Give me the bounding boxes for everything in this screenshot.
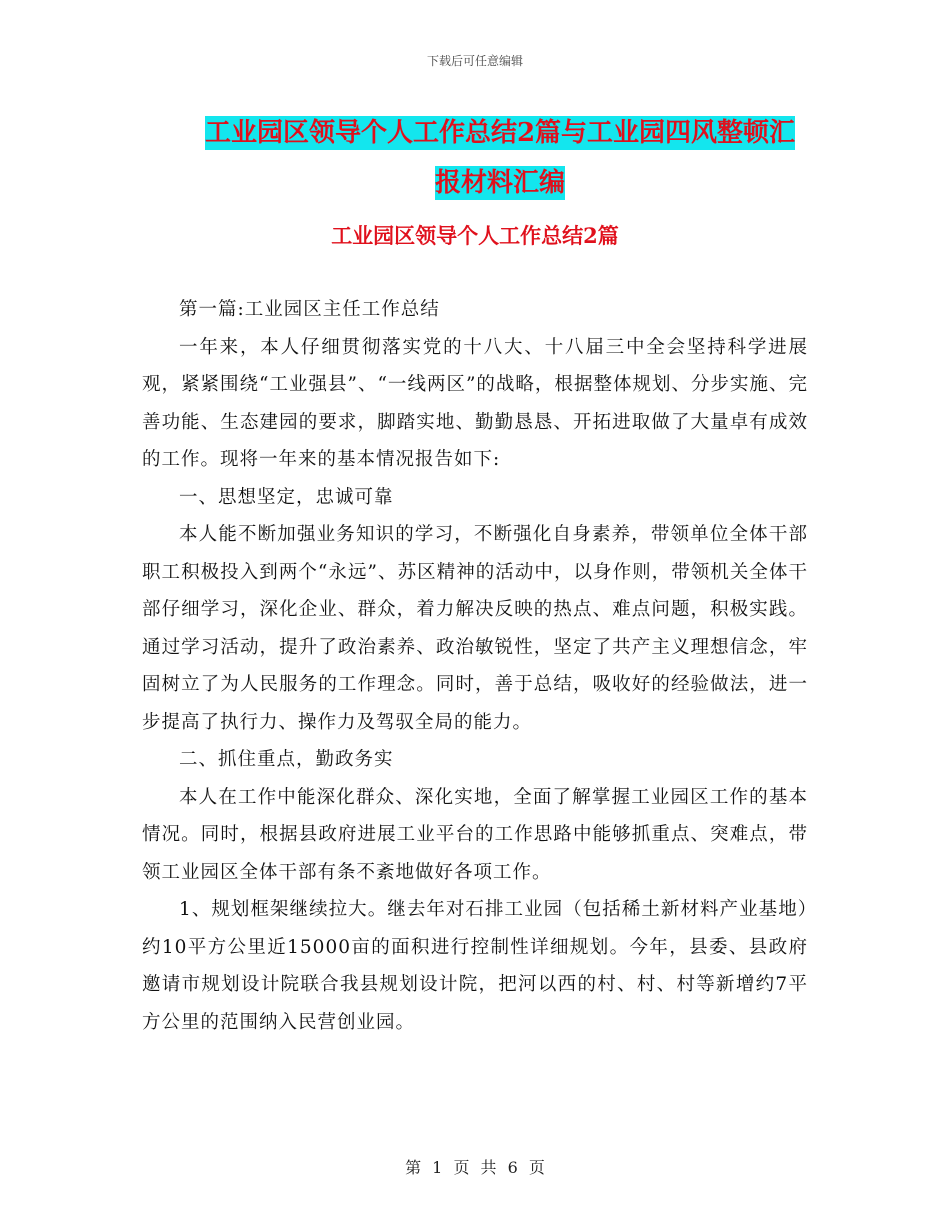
- title-line-2: 报材料汇编: [434, 168, 565, 198]
- header-note: 下载后可任意编辑: [426, 54, 523, 68]
- section-title: 工业园区领导个人工作总结2篇: [331, 223, 619, 248]
- paragraph: 一年来，本人仔细贯彻落实党的十八大、十八届三中全会坚持科学进展观，紧紧围绕“工业强县”、“一线两区”的战略，根据整体规划、分步实施、完善功能、生态建园的要求，脚踏实地、勤勤恳恳、开拓进取做了大量卓有成效的工作。现将一年来的基本情况报告如下:: [142, 336, 808, 470]
- paragraph: 本人能不断加强业务知识的学习，不断强化自身素养，带领单位全体干部职工积极投入到两个“永远”、苏区精神的活动中，以身作则，带领机关全体干部仔细学习，深化企业、群众，着力解决反映的热点、难点问题，积极实践。通过学习活动，提升了政治素养、政治敏锐性，坚定了共产主义理想信念，牢固树立了为人民服务的工作理念。同时，善于总结，吸收好的经验做法，进一步提高了执行力、操作力及驾驭全局的能力。: [142, 524, 808, 733]
- paragraph-heading: 二、抓住重点，勤政务实: [179, 749, 394, 770]
- paragraph-heading: 第一篇:工业园区主任工作总结: [179, 299, 440, 320]
- paragraph: 1、规划框架继续拉大。继去年对石排工业园（包括稀土新材料产业基地）约10平方公里近15000亩的面积进行控制性详细规划。今年，县委、县政府邀请市规划设计院联合我县规划设计院，把河以西的村、村、村等新增约7平方公里的范围纳入民营创业园。: [142, 899, 808, 1033]
- body-text: [142, 291, 808, 1041]
- paragraph: 本人在工作中能深化群众、深化实地，全面了解掌握工业园区工作的基本情况。同时，根据县政府进展工业平台的工作思路中能够抓重点、突难点，带领工业园区全体干部有条不紊地做好各项工作。: [142, 786, 808, 883]
- page-footer: 第 1 页 共 6 页: [405, 1158, 545, 1177]
- paragraph-heading: 一、思想坚定，忠诚可靠: [179, 486, 394, 508]
- title-line-1: 工业园区领导个人工作总结2篇与工业园四风整顿汇: [204, 118, 796, 148]
- document-title: [150, 108, 850, 208]
